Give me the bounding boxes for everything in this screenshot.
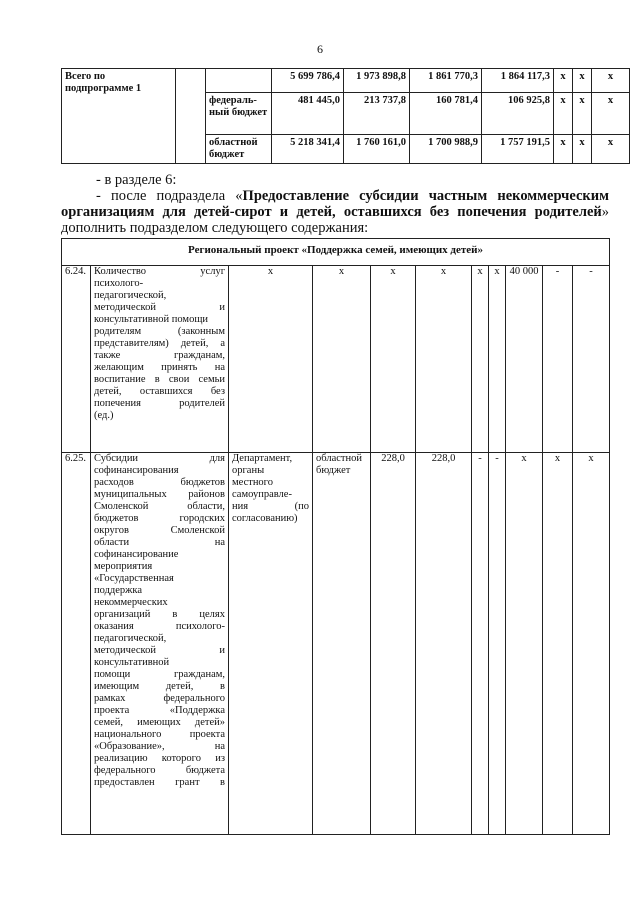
executor-cell: x bbox=[229, 266, 313, 453]
subprogram-summary-table bbox=[61, 68, 630, 164]
page-number: 6 bbox=[317, 42, 323, 56]
total-cell: 228,0 bbox=[371, 453, 416, 835]
description-line: предоставлен грант в bbox=[94, 777, 225, 788]
description-line: округов Смоленской bbox=[94, 525, 225, 536]
description-line: попечения родителей bbox=[94, 398, 225, 409]
row-description bbox=[91, 453, 229, 835]
mark-cell: x bbox=[554, 135, 573, 164]
description-line: оказания психолого- bbox=[94, 621, 225, 632]
target-2020-cell: - bbox=[543, 266, 573, 453]
empty-cell bbox=[176, 69, 206, 164]
source-cell: областной бюджет bbox=[313, 453, 371, 835]
value-cell: 1 757 191,5 bbox=[482, 135, 554, 164]
description-line: рамках федерального bbox=[94, 693, 225, 704]
target-2021-cell: x bbox=[573, 453, 610, 835]
description-line: психолого- bbox=[94, 278, 144, 289]
description-line: бюджетов городских bbox=[94, 513, 225, 524]
year-2021-cell: x bbox=[489, 266, 506, 453]
regional-project-table bbox=[61, 238, 610, 835]
value-cell: 5 699 786,4 bbox=[272, 69, 344, 93]
year-2019-cell: x bbox=[416, 266, 472, 453]
description-line: (ед.) bbox=[94, 410, 114, 421]
description-line: национального проекта bbox=[94, 729, 225, 740]
total-label: Всего по подпрограмме 1 bbox=[62, 69, 176, 164]
executor-cell bbox=[229, 453, 313, 835]
value-cell: 160 781,4 bbox=[410, 93, 482, 135]
description-line: некоммерческих bbox=[94, 597, 168, 608]
section-line: - в разделе 6: bbox=[96, 172, 177, 188]
value-cell: 1 861 770,3 bbox=[410, 69, 482, 93]
executor-line: местного bbox=[232, 477, 273, 488]
project-header: Региональный проект «Поддержка семей, имеющих детей» bbox=[62, 239, 610, 266]
description-line: консультативной помощи bbox=[94, 314, 209, 325]
description-line: также гражданам, bbox=[94, 350, 225, 361]
description-line: Количество услуг bbox=[94, 266, 225, 277]
year-2020-cell: - bbox=[472, 453, 489, 835]
executor-line: Департамент, bbox=[232, 453, 293, 464]
mark-cell: x bbox=[554, 69, 573, 93]
description-line: Субсидии для bbox=[94, 453, 225, 464]
executor-line: ния (по bbox=[232, 501, 309, 512]
target-2019-cell: 40 000 bbox=[506, 266, 543, 453]
value-cell: 5 218 341,4 bbox=[272, 135, 344, 164]
value-cell: 213 737,8 bbox=[344, 93, 410, 135]
budget-cell: федераль-ный бюджет bbox=[206, 93, 272, 135]
description-line: «Государственная bbox=[94, 573, 174, 584]
description-line: софинансирование bbox=[94, 549, 179, 560]
summary-row-total bbox=[62, 69, 630, 93]
budget-cell: областной бюджет bbox=[206, 135, 272, 164]
value-cell: 1 973 898,8 bbox=[344, 69, 410, 93]
description-line: желающим принять на bbox=[94, 362, 225, 373]
executor-line: органы bbox=[232, 465, 265, 476]
description-line: методической и bbox=[94, 645, 225, 656]
budget-cell bbox=[206, 69, 272, 93]
year-2019-cell: 228,0 bbox=[416, 453, 472, 835]
description-line: педагогической, bbox=[94, 633, 167, 644]
row-number: 6.25. bbox=[62, 453, 91, 835]
instruction-subsection-title: Предоставление субсидии частным некоммерческим организациям для детей-сирот и детей, оставшихся без попечения родителей bbox=[61, 188, 609, 220]
description-line: воспитание в свои семьи bbox=[94, 374, 225, 385]
source-cell: x bbox=[313, 266, 371, 453]
description-line: родителям (законным bbox=[94, 326, 225, 337]
description-line: методической и bbox=[94, 302, 225, 313]
total-cell: x bbox=[371, 266, 416, 453]
description-line: детей, оставшихся без bbox=[94, 386, 225, 397]
project-header-row bbox=[62, 239, 610, 266]
description-line: Смоленской области, bbox=[94, 501, 225, 512]
instruction-suffix: » дополнить подразделом следующего содержания: bbox=[61, 204, 609, 236]
description-line: реализацию которого из bbox=[94, 753, 225, 764]
year-2021-cell: - bbox=[489, 453, 506, 835]
target-2020-cell: x bbox=[543, 453, 573, 835]
instruction-prefix: - после подраздела « bbox=[96, 188, 243, 204]
description-line: «Образование», на bbox=[94, 741, 225, 752]
target-2019-cell: x bbox=[506, 453, 543, 835]
description-line: федерального бюджета bbox=[94, 765, 225, 776]
value-cell: 1 700 988,9 bbox=[410, 135, 482, 164]
table-row-6-24 bbox=[62, 266, 610, 453]
description-line: консультативной bbox=[94, 657, 170, 668]
mark-cell: x bbox=[592, 135, 630, 164]
value-cell: 481 445,0 bbox=[272, 93, 344, 135]
description-line: семей, имеющих детей» bbox=[94, 717, 225, 728]
value-cell: 1 760 161,0 bbox=[344, 135, 410, 164]
value-cell: 1 864 117,3 bbox=[482, 69, 554, 93]
mark-cell: x bbox=[573, 135, 592, 164]
description-line: мероприятия bbox=[94, 561, 153, 572]
description-line: имеющим детей, в bbox=[94, 681, 225, 692]
mark-cell: x bbox=[573, 93, 592, 135]
description-line: представителям) детей, а bbox=[94, 338, 225, 349]
value-cell: 106 925,8 bbox=[482, 93, 554, 135]
executor-line: самоуправле- bbox=[232, 489, 292, 500]
row-number: 6.24. bbox=[62, 266, 91, 453]
table-row-6-25 bbox=[62, 453, 610, 835]
mark-cell: x bbox=[573, 69, 592, 93]
mark-cell: x bbox=[554, 93, 573, 135]
description-line: муниципальных районов bbox=[94, 489, 225, 500]
instruction-paragraph bbox=[61, 188, 609, 236]
mark-cell: x bbox=[592, 69, 630, 93]
description-line: расходов бюджетов bbox=[94, 477, 225, 488]
target-2021-cell: - bbox=[573, 266, 610, 453]
description-line: области на bbox=[94, 537, 225, 548]
description-line: педагогической, bbox=[94, 290, 167, 301]
description-line: помощи гражданам, bbox=[94, 669, 225, 680]
description-line: поддержка bbox=[94, 585, 143, 596]
executor-line: согласованию) bbox=[232, 513, 298, 524]
row-description bbox=[91, 266, 229, 453]
description-line: организаций в целях bbox=[94, 609, 225, 620]
year-2020-cell: x bbox=[472, 266, 489, 453]
mark-cell: x bbox=[592, 93, 630, 135]
description-line: проекта «Поддержка bbox=[94, 705, 225, 716]
description-line: софинансирования bbox=[94, 465, 179, 476]
